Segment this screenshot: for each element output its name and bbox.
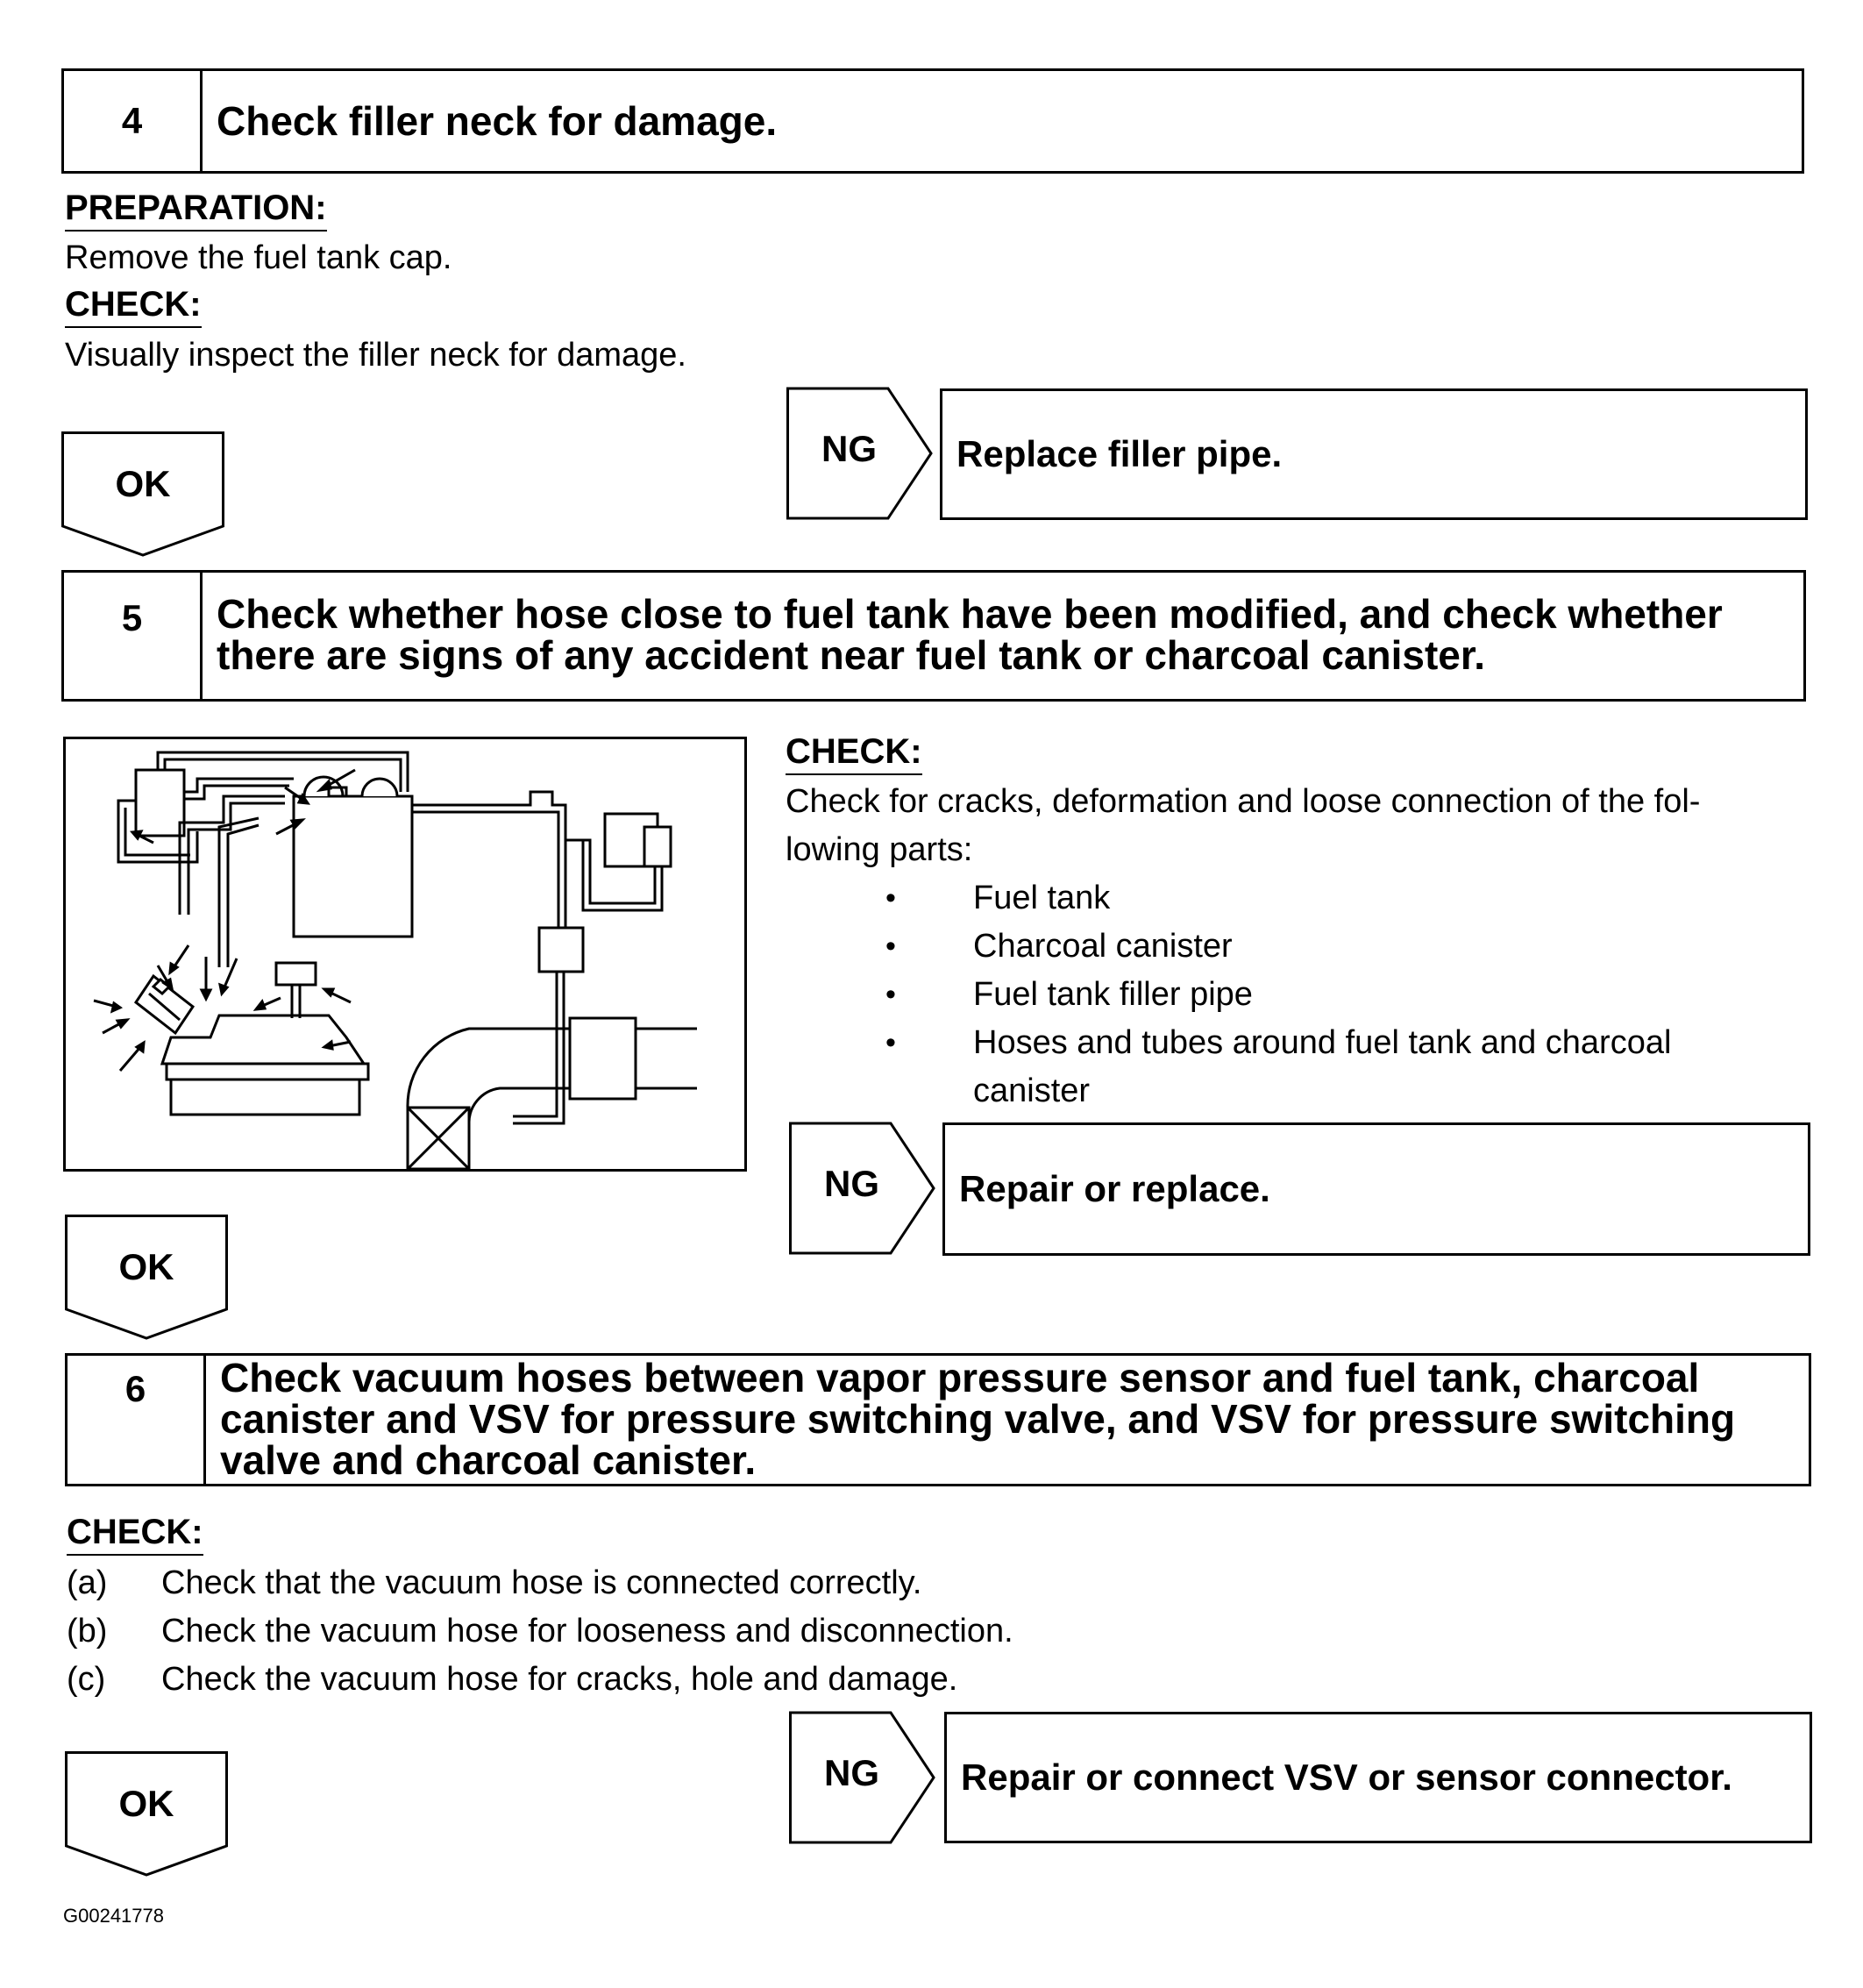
preparation-label: PREPARATION: bbox=[65, 189, 327, 232]
step-title-line: valve and charcoal canister. bbox=[220, 1437, 757, 1483]
step-title: Check filler neck for damage. bbox=[217, 97, 778, 144]
bullet: • bbox=[885, 978, 896, 1011]
step-number: 5 bbox=[64, 573, 203, 699]
list-item-text: Check the vacuum hose for cracks, hole and damage. bbox=[161, 1661, 958, 1698]
list-item-text: canister bbox=[973, 1072, 1091, 1109]
step-title bbox=[203, 573, 1723, 699]
list-item-text: Fuel tank bbox=[973, 880, 1111, 916]
check-text: Check for cracks, deformation and loose connection of the fol- bbox=[786, 783, 1701, 820]
ng-arrow bbox=[789, 1121, 947, 1256]
ng-action-box: Repair or connect VSV or sensor connector. bbox=[944, 1712, 1812, 1843]
ok-arrow bbox=[61, 431, 224, 563]
step-title-line: Check vacuum hoses between vapor pressure sensor and fuel tank, charcoal bbox=[220, 1355, 1700, 1400]
step-title-line: canister and VSV for pressure switching valve, and VSV for pressure switching bbox=[220, 1396, 1736, 1442]
check-text: Visually inspect the filler neck for damage. bbox=[65, 337, 686, 374]
ng-label: NG bbox=[824, 1163, 879, 1204]
ok-arrow bbox=[65, 1751, 228, 1883]
check-label: CHECK: bbox=[786, 732, 922, 775]
ok-label: OK bbox=[118, 1246, 174, 1287]
check-text: lowing parts: bbox=[786, 831, 973, 868]
step-number: 4 bbox=[64, 71, 203, 171]
figure-code: G00241778 bbox=[63, 1905, 164, 1927]
step-title bbox=[206, 1356, 1735, 1484]
ng-arrow bbox=[786, 386, 944, 521]
list-item-text: Check that the vacuum hose is connected correctly. bbox=[161, 1564, 922, 1601]
list-marker: (c) bbox=[67, 1661, 106, 1698]
list-item-text: Hoses and tubes around fuel tank and charcoal bbox=[973, 1024, 1672, 1061]
preparation-text: Remove the fuel tank cap. bbox=[65, 239, 452, 276]
step-number: 6 bbox=[68, 1356, 206, 1484]
ng-action-box: Repair or replace. bbox=[942, 1122, 1810, 1256]
list-marker: (a) bbox=[67, 1564, 108, 1601]
list-item-text: Charcoal canister bbox=[973, 928, 1233, 965]
step-title-line: there are signs of any accident near fuel tank or charcoal canister. bbox=[217, 632, 1486, 678]
evap-system-diagram-icon bbox=[66, 739, 744, 1169]
step-6-header bbox=[65, 1353, 1811, 1486]
ok-label: OK bbox=[115, 463, 171, 504]
bullet: • bbox=[885, 930, 896, 963]
fuel-system-diagram bbox=[63, 737, 747, 1172]
bullet: • bbox=[885, 1026, 896, 1059]
ok-label: OK bbox=[118, 1783, 174, 1824]
step-title-line: Check whether hose close to fuel tank have been modified, and check whether bbox=[217, 591, 1723, 637]
list-item-text: Check the vacuum hose for looseness and disconnection. bbox=[161, 1613, 1013, 1650]
check-label: CHECK: bbox=[67, 1513, 203, 1556]
ng-action-box: Replace filler pipe. bbox=[940, 388, 1808, 520]
check-label: CHECK: bbox=[65, 285, 202, 328]
step-5-header bbox=[61, 570, 1806, 702]
ok-arrow bbox=[65, 1215, 228, 1346]
bullet: • bbox=[885, 881, 896, 915]
step-4-header bbox=[61, 68, 1804, 174]
ng-arrow bbox=[789, 1710, 947, 1845]
ng-label: NG bbox=[821, 428, 877, 469]
list-marker: (b) bbox=[67, 1613, 108, 1650]
list-item-text: Fuel tank filler pipe bbox=[973, 976, 1253, 1013]
ng-label: NG bbox=[824, 1752, 879, 1793]
